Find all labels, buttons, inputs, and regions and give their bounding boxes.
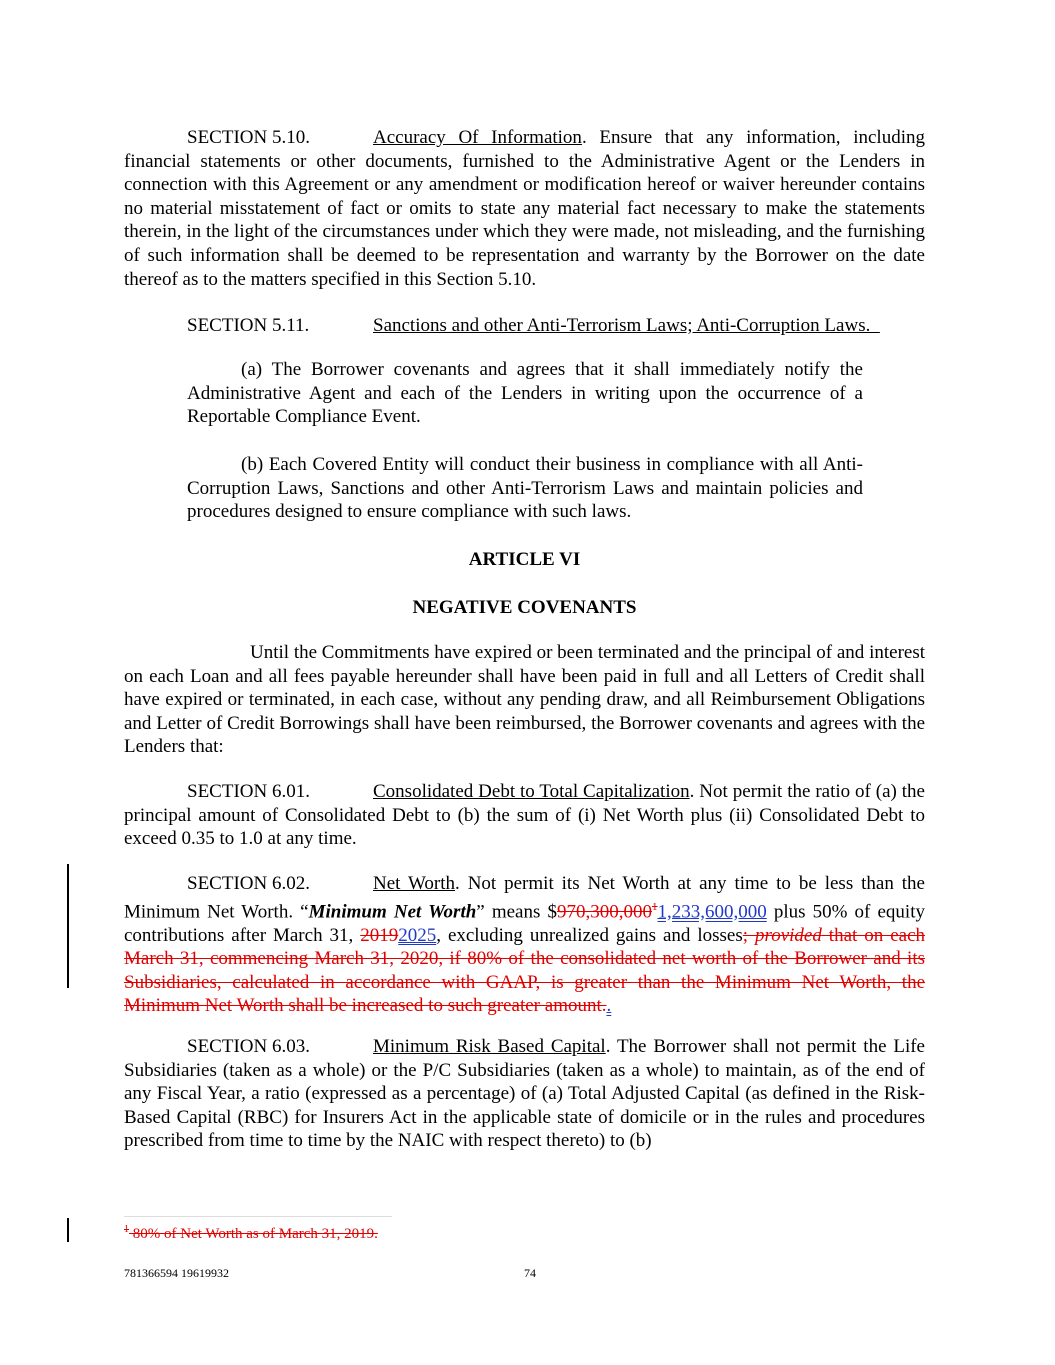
section-number: SECTION 6.02. <box>187 873 310 894</box>
change-bar <box>67 1218 69 1242</box>
section-5-11-a: (a) The Borrower covenants and agrees that it shall immediately notify the Administrative Agent and each of the Lenders in writing upon the occurrence of a Reportable Compliance Event. <box>187 359 863 428</box>
section-text: , excluding unrealized gains and losses <box>436 924 743 946</box>
section-number: SECTION 5.11. <box>187 315 310 336</box>
section-5-10 <box>124 126 925 291</box>
section-body: . Ensure that any information, including financial statements or other documents, furnished to the Administrative Agent or the Lenders in connection with this Agreement or any amendment or modification hereof or waiver hereunder contains no material misstatement of fact or omits to state any material fact necessary to make the statements therein, in the light of the circumstances under which they were made, not misleading, and the furnishing of such information shall be deemed to be representation and warranty by the Borrower on the date thereof as to the matters specified in this Section 5.10. <box>124 127 925 290</box>
section-number: SECTION 5.10. <box>187 127 310 148</box>
section-6-02 <box>124 872 925 1018</box>
section-5-11-b: (b) Each Covered Entity will conduct their business in compliance with all Anti-Corruption Laws, Sanctions and other Anti-Terrorism Laws and maintain policies and procedures designed to ensure compliance with such laws. <box>187 454 863 523</box>
section-body: . Not permit the ratio of (a) the principal amount of Consolidated Debt to (b) the sum of (i) Net Worth plus (ii) Consolidated Debt to exceed 0.35 to 1.0 at any time. <box>124 781 925 850</box>
deleted-clause: that on each March 31, commencing March 31, 2020, if 80% of the consolidated net worth of the Borrower and its Subsidiaries, calculated in accordance with GAAP, is greater than the Minimum Net Worth, the Minimum Net Worth shall be increased to such greater amount. <box>124 924 926 1017</box>
deleted-semicolon: ; <box>742 924 755 946</box>
section-title: Sanctions and other Anti-Terrorism Laws; Anti-Corruption Laws. <box>373 315 880 336</box>
section-6-03 <box>124 1035 925 1153</box>
page-number: 74 <box>524 1266 536 1280</box>
article-title: NEGATIVE COVENANTS <box>412 597 637 618</box>
section-title: Net Worth <box>373 873 456 894</box>
section-title: Minimum Risk Based Capital <box>373 1036 606 1057</box>
section-title: Accuracy Of Information <box>373 127 582 148</box>
article-number: ARTICLE VI <box>468 549 581 570</box>
article-intro: Until the Commitments have expired or been terminated and the principal of and interest on each Loan and all fees payable hereunder shall have been paid in full and all Letters of Credit shall have expired or terminated, in each case, without any pending draw, and all Reimbursement Obligations and Letter of Credit Borrowings shall have been reimbursed, the Borrower covenants and agrees with the Lenders that: <box>124 642 925 758</box>
footnote-separator <box>124 1216 392 1217</box>
section-text: ” means $ <box>476 900 557 922</box>
inserted-amount: 1,233,600,000 <box>657 900 767 922</box>
section-text: plus 50% of equity contributions after March 31, <box>124 900 925 946</box>
inserted-year: 2025 <box>398 924 437 946</box>
defined-term: Minimum Net Worth <box>308 900 477 922</box>
deleted-year: 2019 <box>360 924 399 946</box>
footnote-text: 80% of Net Worth as of March 31, 2019. <box>129 1226 378 1242</box>
document-id: 781366594 19619932 <box>124 1266 229 1280</box>
footnote-reference: 1 <box>651 900 658 913</box>
inserted-period: . <box>606 995 612 1017</box>
footnote <box>124 1221 378 1243</box>
section-title: Consolidated Debt to Total Capitalization <box>373 781 690 802</box>
section-text: . Not permit its Net Worth at any time to be less than the Minimum Net Worth. “ <box>124 873 925 922</box>
section-body: . The Borrower shall not permit the Life Subsidiaries (taken as a whole) or the P/C Subsidiaries (taken as a whole) to maintain, as of the end of any Fiscal Year, a ratio (expressed as a percentage) of (a) Total Adjusted Capital (as defined in the Risk-Based Capital (RBC) for Insurers Act in the applicable state of domicile or in the rules and procedures prescribed from time to time by the NAIC with respect thereto) to (b) <box>124 1036 925 1152</box>
section-number: SECTION 6.03. <box>187 1036 310 1057</box>
deleted-provided: provided <box>755 924 822 946</box>
section-5-11-heading <box>124 314 925 338</box>
deleted-amount: 970,300,000 <box>556 900 652 922</box>
change-bar <box>67 864 69 988</box>
section-number: SECTION 6.01. <box>187 781 310 802</box>
footnote-mark: 1 <box>124 1224 129 1235</box>
section-6-01 <box>124 780 925 851</box>
